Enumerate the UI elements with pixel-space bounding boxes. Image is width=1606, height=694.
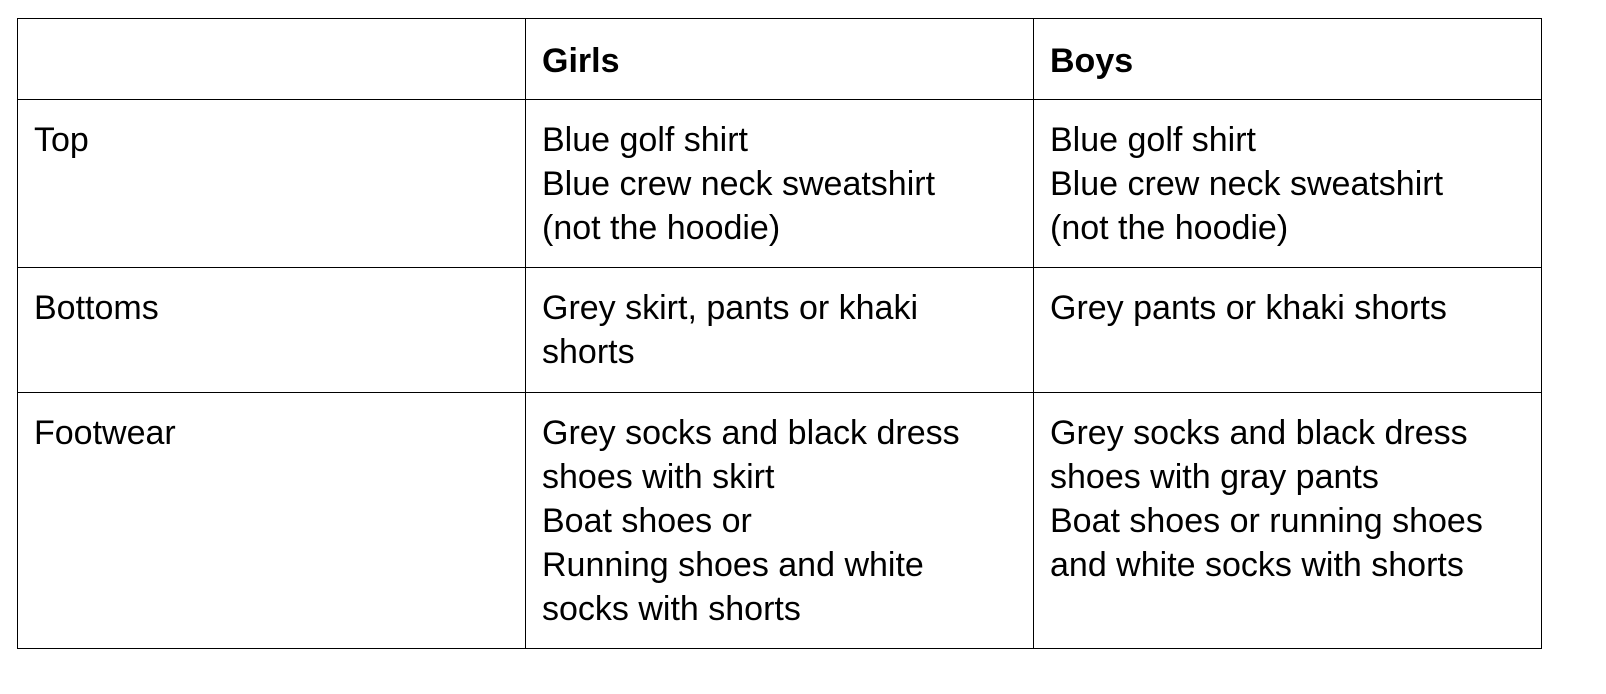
uniform-table	[17, 18, 1542, 649]
cell-line: Grey socks and black dress	[542, 414, 960, 452]
row-label-bottoms: Bottoms	[18, 268, 526, 393]
cell-footwear-boys	[1034, 393, 1542, 649]
cell-line: (not the hoodie)	[542, 209, 781, 247]
cell-line: Blue golf shirt	[1050, 121, 1256, 159]
cell-bottoms-boys	[1034, 268, 1542, 393]
cell-line: Running shoes and white	[542, 546, 924, 584]
table-row-footwear	[18, 393, 1542, 649]
cell-line: socks with shorts	[542, 590, 801, 628]
cell-line: Grey pants or khaki shorts	[1050, 289, 1447, 327]
cell-line: Blue crew neck sweatshirt	[542, 165, 936, 203]
cell-line: Blue golf shirt	[542, 121, 748, 159]
cell-top-boys	[1034, 100, 1542, 268]
cell-line: Blue crew neck sweatshirt	[1050, 165, 1444, 203]
header-cell-girls: Girls	[526, 19, 1034, 100]
cell-line: Boat shoes or	[542, 502, 752, 540]
cell-bottoms-girls	[526, 268, 1034, 393]
cell-line: Grey skirt, pants or khaki	[542, 289, 919, 327]
cell-footwear-girls	[526, 393, 1034, 649]
cell-line: shoes with gray pants	[1050, 458, 1379, 496]
header-cell-empty	[18, 19, 526, 100]
table-header-row	[18, 19, 1542, 100]
table-row-bottoms	[18, 268, 1542, 393]
cell-line: and white socks with shorts	[1050, 546, 1464, 584]
cell-line: (not the hoodie)	[1050, 209, 1289, 247]
header-cell-boys: Boys	[1034, 19, 1542, 100]
cell-line: Grey socks and black dress	[1050, 414, 1468, 452]
cell-top-girls	[526, 100, 1034, 268]
cell-line: shoes with skirt	[542, 458, 775, 496]
table-row-top	[18, 100, 1542, 268]
row-label-top: Top	[18, 100, 526, 268]
cell-line: Boat shoes or running shoes	[1050, 502, 1483, 540]
row-label-footwear: Footwear	[18, 393, 526, 649]
cell-line: shorts	[542, 333, 635, 371]
